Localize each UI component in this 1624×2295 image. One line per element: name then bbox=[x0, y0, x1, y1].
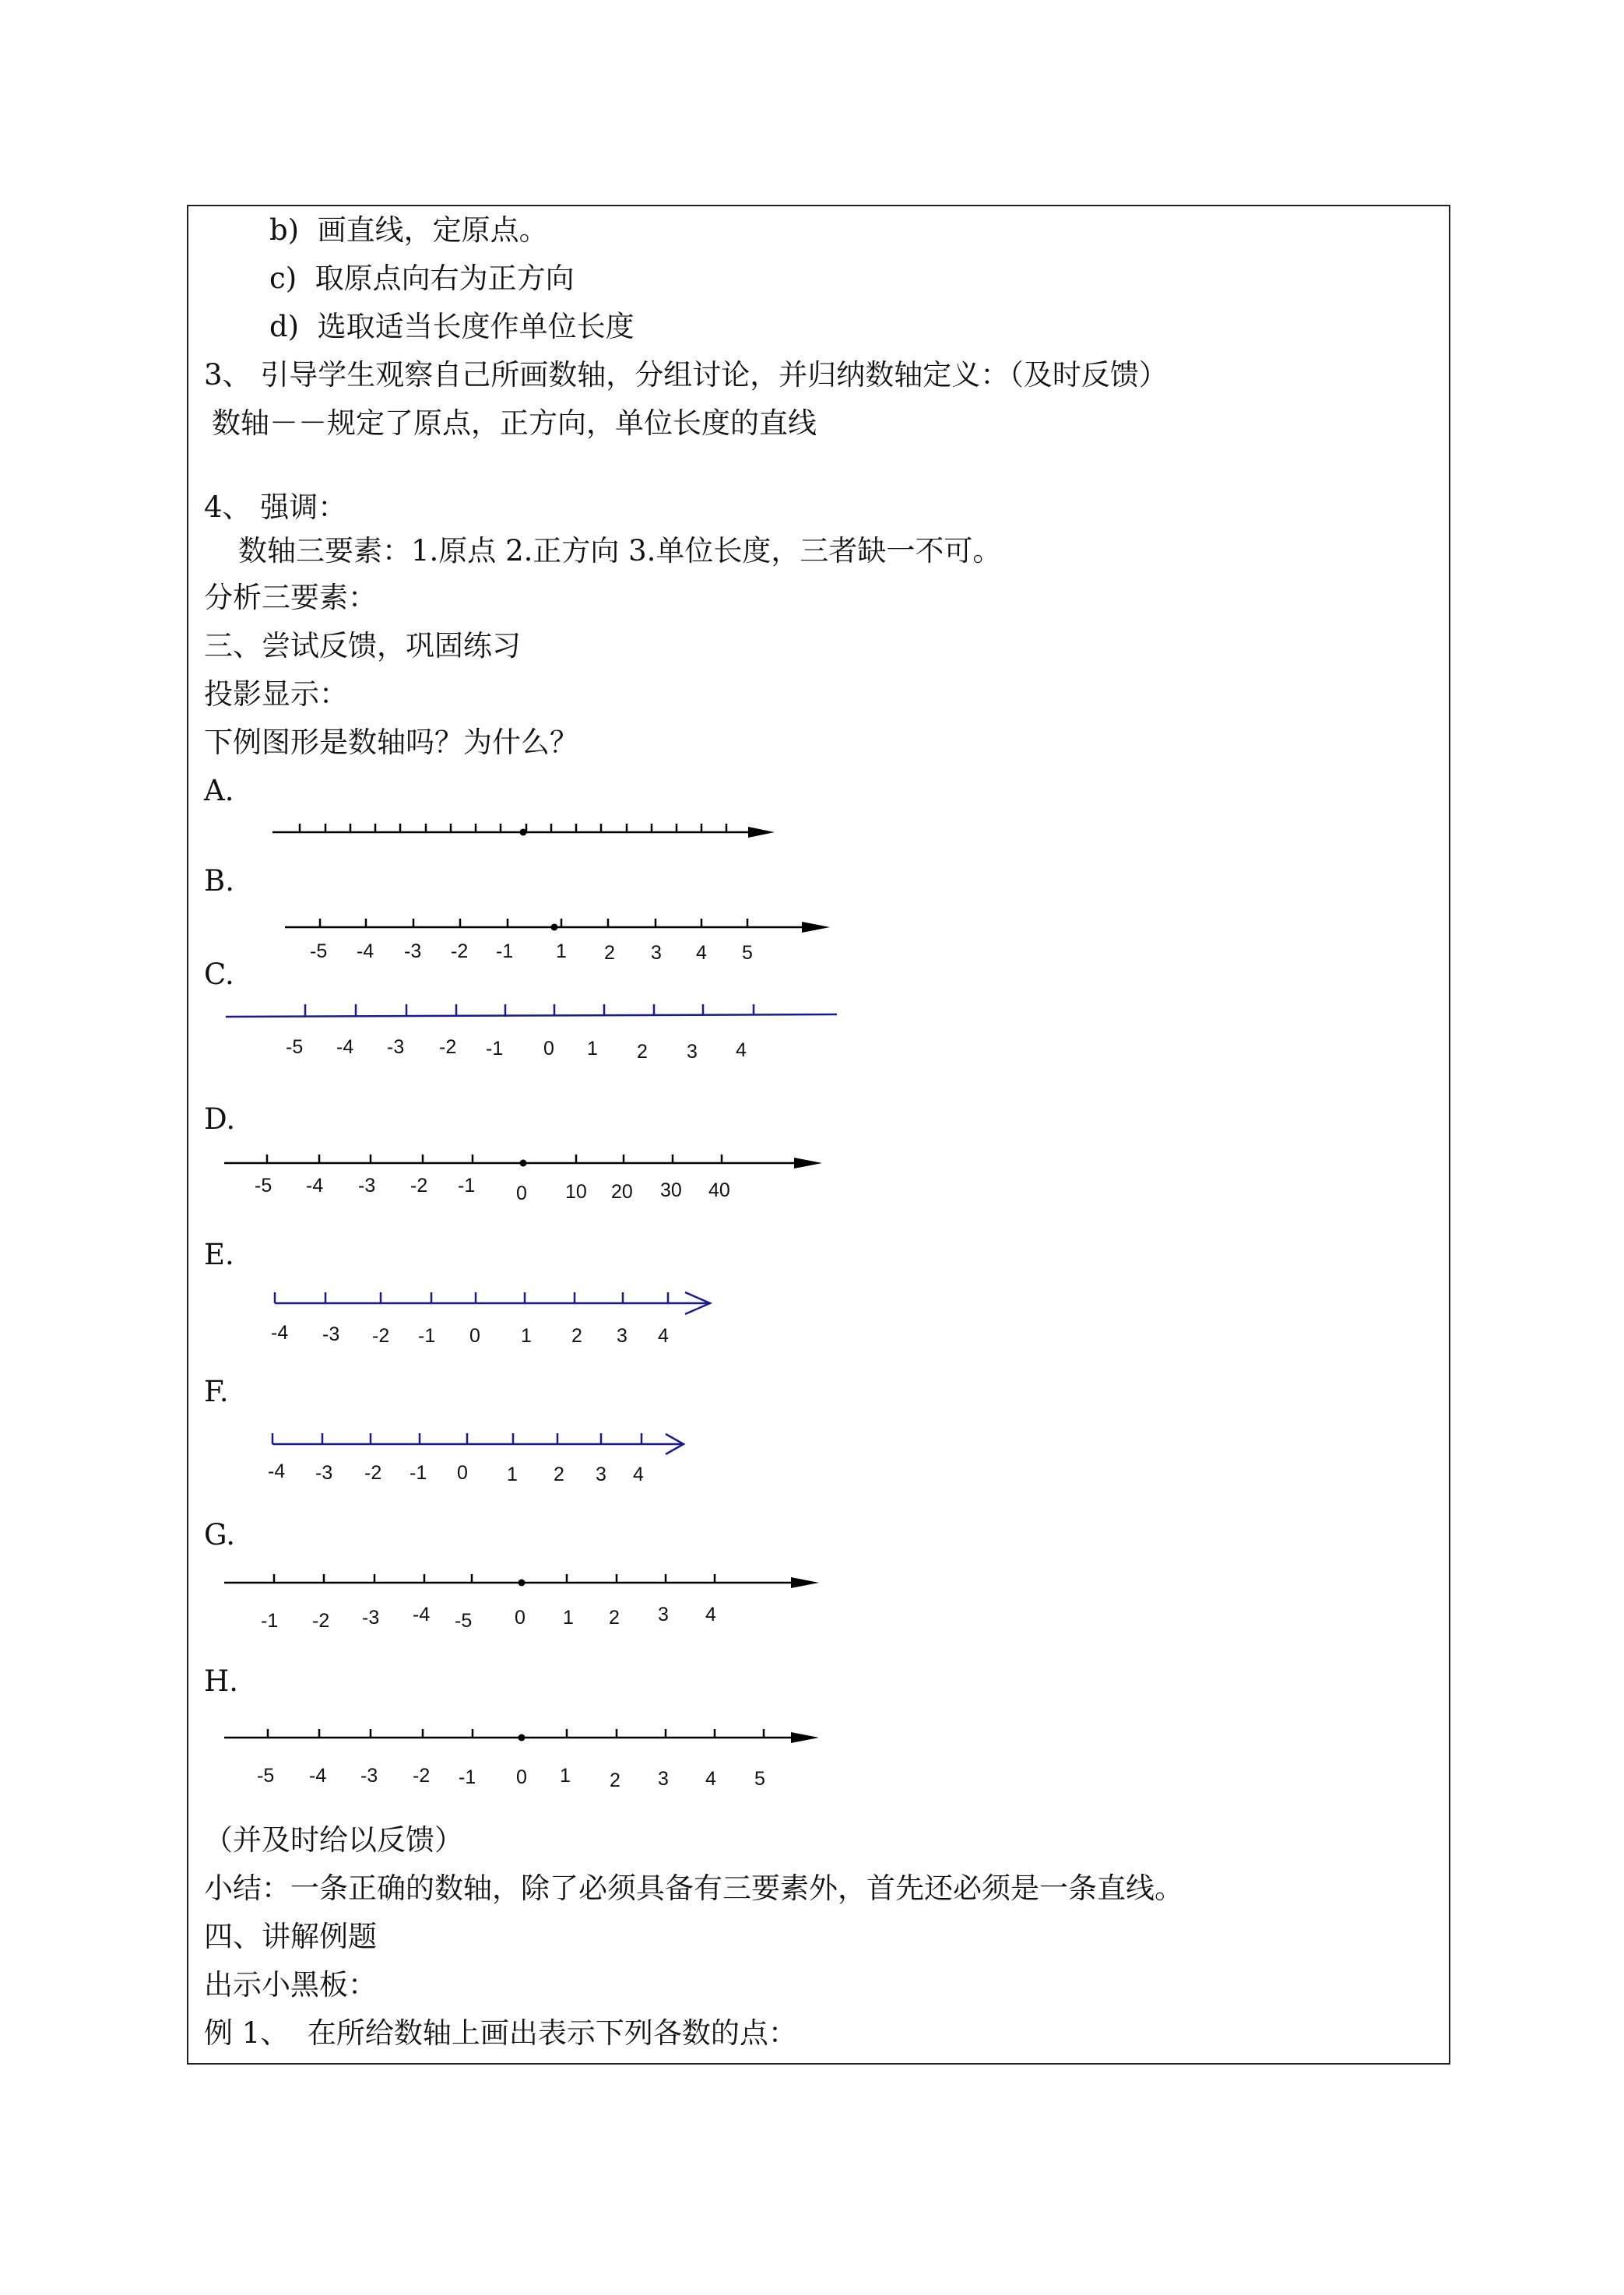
tick-label: 5 bbox=[754, 1768, 765, 1790]
feedback-note: （并及时给以反馈） bbox=[204, 1823, 463, 1857]
option-e-label: E. bbox=[204, 1238, 234, 1271]
tick-label: -4 bbox=[306, 1175, 324, 1197]
tick-label: 40 bbox=[708, 1179, 730, 1201]
tick-label: 10 bbox=[565, 1181, 587, 1203]
tick-label: 1 bbox=[560, 1765, 571, 1787]
tick-label: -3 bbox=[360, 1765, 378, 1787]
tick-label: 30 bbox=[660, 1179, 682, 1201]
tick-label: -5 bbox=[455, 1610, 473, 1632]
example-1-text: 例 1、 在所给数轴上画出表示下列各数的点： bbox=[204, 2016, 797, 2050]
tick-label: 2 bbox=[604, 942, 615, 964]
option-b-label: B. bbox=[204, 864, 234, 898]
option-g-label: G. bbox=[204, 1518, 235, 1552]
tick-label: -2 bbox=[372, 1325, 390, 1347]
option-h-label: H. bbox=[204, 1664, 239, 1698]
tick-label: 1 bbox=[587, 1038, 598, 1060]
tick-label: 3 bbox=[658, 1768, 669, 1790]
tick-label: -4 bbox=[413, 1604, 431, 1625]
tick-label: 4 bbox=[633, 1464, 644, 1485]
tick-label: -4 bbox=[336, 1036, 354, 1058]
tick-label: 4 bbox=[705, 1604, 716, 1625]
tick-label: -1 bbox=[458, 1175, 476, 1197]
step-4-emphasis: 4、 强调： bbox=[204, 490, 347, 524]
tick-label: -1 bbox=[486, 1038, 504, 1060]
tick-label: 2 bbox=[637, 1041, 648, 1063]
tick-label: -2 bbox=[413, 1765, 431, 1787]
option-a-label: A. bbox=[204, 774, 234, 807]
tick-label: 1 bbox=[507, 1464, 518, 1485]
tick-label: 2 bbox=[571, 1325, 582, 1347]
tick-label: -1 bbox=[459, 1766, 476, 1788]
tick-label: -4 bbox=[268, 1460, 286, 1482]
step-c: c) 取原点向右为正方向 bbox=[269, 262, 575, 295]
tick-label: 4 bbox=[705, 1768, 716, 1790]
tick-label: -3 bbox=[322, 1323, 340, 1345]
tick-label: -2 bbox=[451, 940, 469, 962]
option-c-label: C. bbox=[204, 958, 234, 991]
tick-label: 4 bbox=[736, 1039, 747, 1061]
tick-label: 2 bbox=[610, 1770, 620, 1791]
section-3-heading: 三、尝试反馈，巩固练习 bbox=[204, 629, 521, 662]
tick-label: -5 bbox=[257, 1765, 275, 1787]
tick-label: -1 bbox=[496, 940, 514, 962]
analyze-elements: 分析三要素： bbox=[204, 581, 377, 614]
tick-label: -3 bbox=[358, 1175, 376, 1197]
tick-label: -5 bbox=[310, 940, 328, 962]
tick-label: 3 bbox=[651, 942, 662, 964]
summary-text: 小结：一条正确的数轴，除了必须具备有三要素外，首先还必须是一条直线。 bbox=[204, 1871, 1183, 1905]
tick-label: 0 bbox=[515, 1607, 526, 1629]
tick-label: -4 bbox=[357, 940, 374, 962]
tick-label: 3 bbox=[596, 1464, 606, 1485]
step-d: d) 选取适当长度作单位长度 bbox=[269, 310, 634, 343]
tick-label: 4 bbox=[696, 942, 707, 964]
tick-label: 3 bbox=[687, 1041, 698, 1063]
tick-label: 0 bbox=[516, 1766, 527, 1788]
tick-label: -4 bbox=[271, 1322, 289, 1344]
tick-label: -1 bbox=[261, 1610, 279, 1632]
tick-label: 1 bbox=[556, 940, 567, 962]
tick-label: 2 bbox=[554, 1464, 564, 1485]
section-4-heading: 四、讲解例题 bbox=[204, 1920, 377, 1953]
step-b: b) 画直线，定原点。 bbox=[269, 213, 548, 247]
tick-label: -2 bbox=[410, 1175, 428, 1197]
tick-label: -3 bbox=[315, 1462, 333, 1484]
axis-definition: 数轴－－规定了原点，正方向，单位长度的直线 bbox=[212, 406, 817, 440]
question-text: 下例图形是数轴吗？为什么？ bbox=[204, 726, 578, 759]
tick-label: -2 bbox=[439, 1036, 457, 1058]
tick-label: -3 bbox=[362, 1607, 380, 1629]
tick-label: 3 bbox=[617, 1325, 627, 1347]
tick-label: 0 bbox=[516, 1183, 527, 1204]
tick-label: 0 bbox=[469, 1325, 480, 1347]
tick-label: 0 bbox=[543, 1038, 554, 1060]
tick-label: 5 bbox=[742, 942, 753, 964]
tick-label: -5 bbox=[255, 1175, 272, 1197]
tick-label: 1 bbox=[563, 1607, 574, 1629]
tick-label: 2 bbox=[609, 1607, 620, 1629]
tick-label: -4 bbox=[309, 1765, 327, 1787]
three-elements: 数轴三要素：1.原点 2.正方向 3.单位长度，三者缺一不可。 bbox=[238, 534, 1002, 568]
tick-label: -1 bbox=[410, 1462, 427, 1484]
tick-label: 3 bbox=[658, 1604, 669, 1625]
step-3-guide: 3、 引导学生观察自己所画数轴，分组讨论，并归纳数轴定义：（及时反馈） bbox=[204, 358, 1168, 392]
projection-label: 投影显示： bbox=[204, 677, 348, 711]
tick-label: -5 bbox=[286, 1036, 304, 1058]
blackboard-label: 出示小黑板： bbox=[204, 1968, 377, 2002]
tick-label: -1 bbox=[418, 1325, 436, 1347]
tick-label: -3 bbox=[387, 1036, 405, 1058]
option-d-label: D. bbox=[204, 1102, 236, 1136]
tick-label: -2 bbox=[364, 1462, 382, 1484]
tick-label: 1 bbox=[521, 1325, 532, 1347]
tick-label: 20 bbox=[611, 1181, 633, 1203]
tick-label: 0 bbox=[457, 1462, 468, 1484]
tick-label: 4 bbox=[658, 1325, 669, 1347]
tick-label: -3 bbox=[404, 940, 422, 962]
option-f-label: F. bbox=[204, 1375, 229, 1408]
tick-label: -2 bbox=[312, 1610, 330, 1632]
